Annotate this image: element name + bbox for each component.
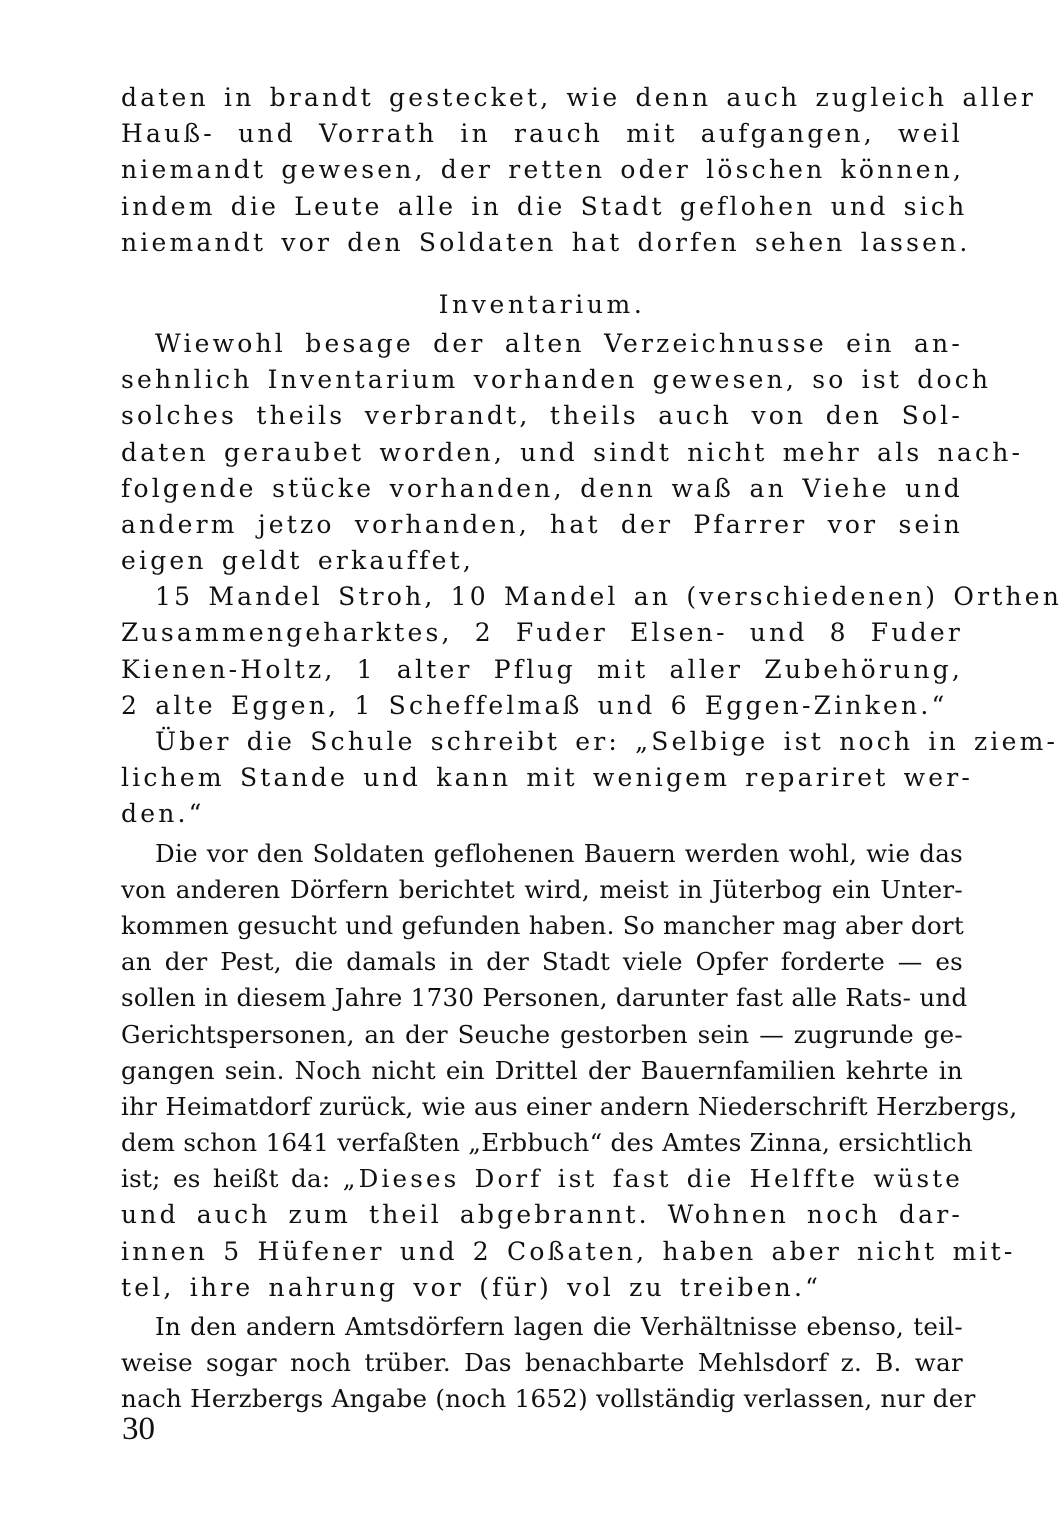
text-line: weise sogar noch trüber. Das benachbarte Mehlsdorf z. B. war — [121, 1348, 963, 1378]
text-line: solches theils verbrandt, theils auch von den Sol- — [121, 401, 963, 431]
text-line: 2 alte Eggen, 1 Scheffelmaß und 6 Eggen-Zinken.“ — [121, 690, 948, 720]
text-line: sehnlich Inventarium vorhanden gewesen, so ist doch — [121, 365, 992, 395]
text-line: dem schon 1641 verfaßten „Erbbuch“ des Amtes Zinna, ersichtlich — [121, 1128, 973, 1158]
text-line: folgende stücke vorhanden, denn waß an Viehe und — [121, 473, 963, 503]
text-line: eigen geldt erkauffet, — [121, 546, 475, 576]
text-line: niemandt vor den Soldaten hat dorfen sehen lassen. — [121, 227, 971, 257]
text-line: nach Herzbergs Angabe (noch 1652) vollständig verlassen, nur der — [121, 1384, 976, 1414]
text-line: Hauß- und Vorrath in rauch mit aufgangen, weil — [121, 119, 963, 149]
page-body — [121, 80, 1062, 1418]
text-line: daten geraubet worden, und sindt nicht mehr als nach- — [121, 437, 1024, 467]
text-line: anderm jetzo vorhanden, hat der Pfarrer vor sein — [121, 509, 963, 539]
text-line: und auch zum theil abgebrannt. Wohnen noch dar- — [121, 1200, 963, 1230]
text-line: an der Pest, die damals in der Stadt viele Opfer forderte — es — [121, 947, 963, 977]
text-line: Gerichtspersonen, an der Seuche gestorben sein — zugrunde ge- — [121, 1019, 963, 1049]
quote-fragment: „Dieses Dorf ist fast die Helffte wüste — [342, 1164, 963, 1194]
paragraph-school — [121, 724, 1059, 833]
text-line: lichem Stande und kann mit wenigem repariret wer- — [121, 763, 973, 793]
text-line: daten in brandt gestecket, wie denn auch zugleich aller — [121, 83, 1037, 112]
paragraph-villages — [121, 1309, 976, 1418]
page-number: 30 — [122, 1411, 155, 1447]
text-line: ihr Heimatdorf zurück, wie aus einer andern Niederschrift Herzbergs, — [121, 1091, 1018, 1121]
text-line: 15 Mandel Stroh, 10 Mandel an (verschiedenen) Orthen — [155, 582, 1062, 612]
text-line: niemandt gewesen, der retten oder löschen können, — [121, 155, 965, 185]
text-line: Über die Schule schreibt er: „Selbige ist noch in ziem- — [155, 727, 1059, 756]
text-line: Wiewohl besage der alten Verzeichnusse ein an- — [155, 328, 963, 358]
text-line: den.“ — [121, 799, 205, 829]
text-line: Zusammengeharktes, 2 Fuder Elsen- und 8 Fuder — [121, 618, 963, 648]
text-line: innen 5 Hüfener und 2 Coßaten, haben aber nicht mit- — [121, 1236, 1016, 1266]
text-line: kommen gesucht und gefunden haben. So mancher mag aber dort — [121, 910, 965, 940]
text-fragment: ist; es heißt da: — [121, 1164, 331, 1194]
paragraph-inventory — [121, 326, 1024, 579]
text-line: von anderen Dörfern berichtet wird, meist in Jüterbog ein Unter- — [121, 874, 963, 904]
paragraph-items — [121, 579, 1062, 724]
text-line: indem die Leute alle in die Stadt geflohen und sich — [121, 191, 968, 221]
text-line: Kienen-Holtz, 1 alter Pflug mit aller Zubehörung, — [121, 654, 963, 684]
paragraph-fire — [121, 80, 1037, 261]
paragraph-peasants — [121, 836, 1018, 1306]
text-line: In den andern Amtsdörfern lagen die Verhältnisse ebenso, teil- — [155, 1312, 963, 1341]
text-line: Die vor den Soldaten geflohenen Bauern werden wohl, wie das — [155, 838, 963, 868]
section-heading: Inventarium. — [438, 289, 646, 319]
text-line: gangen sein. Noch nicht ein Drittel der Bauernfamilien kehrte in — [121, 1055, 963, 1085]
text-line: sollen in diesem Jahre 1730 Personen, darunter fast alle Rats- und — [121, 983, 968, 1013]
text-line: tel, ihre nahrung vor (für) vol zu treiben.“ — [121, 1272, 822, 1302]
text-line — [121, 1161, 963, 1197]
